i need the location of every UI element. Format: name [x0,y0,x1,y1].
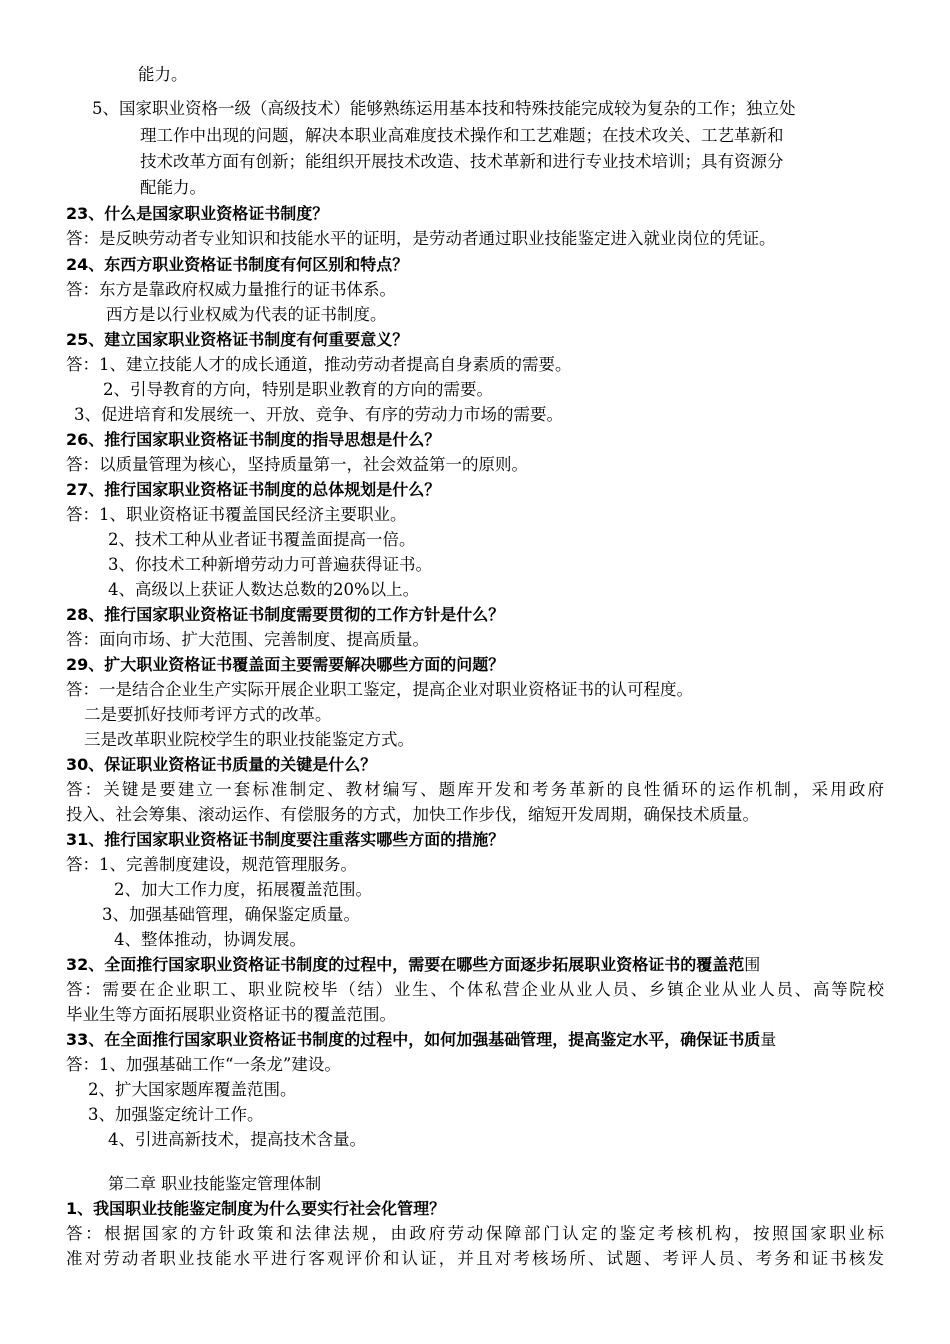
question-32-tail: 围 [744,955,761,974]
question-27: 27、推行国家职业资格证书制度的总体规划是什么？ [66,480,441,499]
item-5-line: 配能力。 [140,178,206,197]
answer-29-line: 二是要抓好技师考评方式的改革。 [84,705,332,724]
chapter-title: 第二章 职业技能鉴定管理体制 [108,1174,322,1193]
question-31: 31、推行国家职业资格证书制度要注重落实哪些方面的措施？ [66,830,505,849]
item-5-line: 5、国家职业资格一级（高级技术）能够熟练运用基本技和特殊技能完成较为复杂的工作；独立处 [92,99,796,118]
question-32 [66,953,884,977]
answer-31-line: 4、整体推动，协调发展。 [114,930,306,949]
answer-29-line: 三是改革职业院校学生的职业技能鉴定方式。 [84,730,414,749]
answer-24-line: 答：东方是靠政府权威力量推行的证书体系。 [66,280,396,299]
answer-27-line: 答：1、职业资格证书覆盖国民经济主要职业。 [66,505,407,524]
chapter2-answer-1-line: 答：根据国家的方针政策和法律法规，由政府劳动保障部门认定的鉴定考核机构，按照国家职业标 [66,1224,884,1243]
answer-30-line: 投入、社会筹集、滚动运作、有偿服务的方式，加快工作步伐，缩短开发周期，确保技术质量。 [66,805,759,824]
answer-32-line: 答：需要在企业职工、职业院校毕（结）业生、个体私营企业从业人员、乡镇企业从业人员、高等院校 [66,980,884,999]
question-32-text: 32、全面推行国家职业资格证书制度的过程中，需要在哪些方面逐步拓展职业资格证书的覆盖范 [66,955,745,974]
answer-25-line: 答：1、建立技能人才的成长通道，推动劳动者提高自身素质的需要。 [66,355,572,374]
question-33-text: 33、在全面推行国家职业资格证书制度的过程中，如何加强基础管理，提高鉴定水平，确保证书质 [66,1030,761,1049]
answer-26: 答：以质量管理为核心，坚持质量第一，社会效益第一的原则。 [66,455,528,474]
answer-31-line: 3、加强基础管理，确保鉴定质量。 [102,905,360,924]
answer-33-line: 2、扩大国家题库覆盖范围。 [88,1080,297,1099]
answer-25-line: 3、促进培育和发展统一、开放、竞争、有序的劳动力市场的需要。 [74,405,563,424]
chapter2-answer-1-line: 准对劳动者职业技能水平进行客观评价和认证，并且对考核场所、试题、考评人员、考务和证书核发 [66,1249,884,1268]
question-26: 26、推行国家职业资格证书制度的指导思想是什么？ [66,430,441,449]
question-30: 30、保证职业资格证书质量的关键是什么？ [66,755,377,774]
chapter2-question-1: 1、我国职业技能鉴定制度为什么要实行社会化管理？ [66,1199,446,1218]
answer-28: 答：面向市场、扩大范围、完善制度、提高质量。 [66,630,429,649]
answer-33-line: 3、加强鉴定统计工作。 [88,1105,264,1124]
item-5-line: 技术改革方面有创新；能组织开展技术改造、技术革新和进行专业技术培训；具有资源分 [140,152,784,171]
question-25: 25、建立国家职业资格证书制度有何重要意义？ [66,330,409,349]
answer-30-line: 答：关键是要建立一套标准制定、教材编写、题库开发和考务革新的良性循环的运作机制，采用政府 [66,780,884,799]
question-29: 29、扩大职业资格证书覆盖面主要需要解决哪些方面的问题？ [66,655,505,674]
answer-33-line: 答：1、加强基础工作“一条龙”建设。 [66,1055,341,1074]
question-24: 24、东西方职业资格证书制度有何区别和特点？ [66,255,409,274]
answer-27-line: 3、你技术工种新增劳动力可普遍获得证书。 [108,555,432,574]
intro-line: 能力。 [138,65,188,84]
question-33-tail: 量 [760,1030,777,1049]
answer-25-line: 2、引导教育的方向，特别是职业教育的方向的需要。 [103,380,493,399]
answer-24-line: 西方是以行业权威为代表的证书制度。 [106,305,387,324]
question-23: 23、什么是国家职业资格证书制度？ [66,204,329,223]
answer-27-line: 2、技术工种从业者证书覆盖面提高一倍。 [108,530,416,549]
answer-31-line: 答：1、完善制度建设，规范管理服务。 [66,855,357,874]
answer-27-line: 4、高级以上获证人数达总数的20%以上。 [108,580,420,599]
answer-32-line: 毕业生等方面拓展职业资格证书的覆盖范围。 [66,1005,396,1024]
question-33 [66,1028,884,1052]
answer-23: 答：是反映劳动者专业知识和技能水平的证明，是劳动者通过职业技能鉴定进入就业岗位的凭证。 [66,229,776,248]
item-5-line: 理工作中出现的问题，解决本职业高难度技术操作和工艺难题；在技术攻关、工艺革新和 [140,126,784,145]
question-28: 28、推行国家职业资格证书制度需要贯彻的工作方针是什么？ [66,605,505,624]
answer-33-line: 4、引进高新技术，提高技术含量。 [108,1130,366,1149]
answer-29-line: 答：一是结合企业生产实际开展企业职工鉴定，提高企业对职业资格证书的认可程度。 [66,680,693,699]
answer-31-line: 2、加大工作力度，拓展覆盖范围。 [114,880,372,899]
